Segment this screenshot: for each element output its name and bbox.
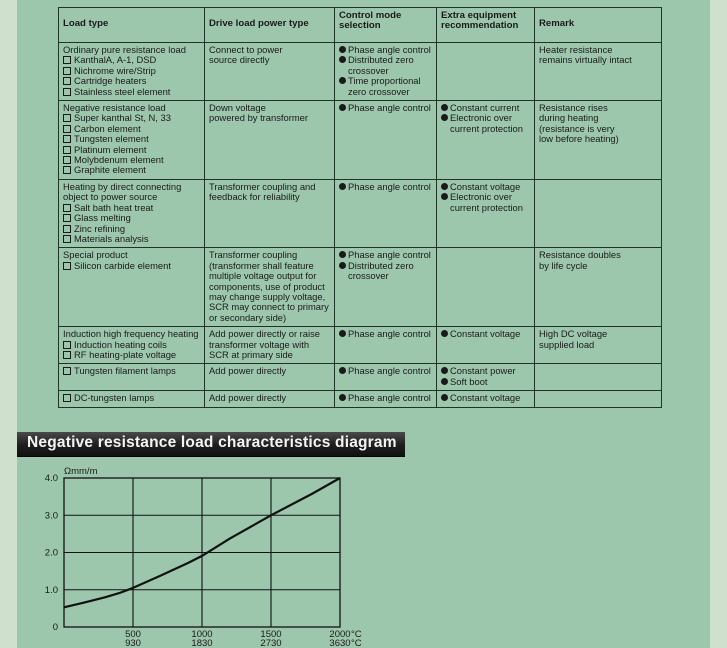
bullet-icon — [339, 104, 346, 111]
header-extra-equipment: Extra equipment recommendation — [437, 8, 535, 43]
bullet-icon — [339, 46, 346, 53]
control-mode-cell — [335, 391, 437, 407]
load-item-label: Stainless steel element — [74, 85, 171, 97]
text-line: Add power directly — [209, 392, 287, 404]
load-item-label: Zinc refining — [74, 222, 126, 234]
x-tick-label-secondary: 930 — [125, 638, 141, 648]
y-tick-label: 3.0 — [44, 510, 58, 522]
load-item-label: Induction heating coils — [74, 338, 167, 350]
y-tick-label: 4.0 — [44, 473, 58, 484]
checkbox-square-icon — [63, 351, 71, 359]
load-item-label: KanthalA, A-1, DSD — [74, 54, 157, 66]
checkbox-square-icon — [63, 262, 71, 270]
load-item — [63, 393, 200, 403]
load-item-label: Super kanthal St, N, 33 — [74, 112, 171, 124]
control-mode-item — [339, 329, 432, 339]
bullet-icon — [339, 367, 346, 374]
control-mode-label: Phase angle control — [348, 102, 431, 114]
text-line: remains virtually intact — [539, 54, 632, 66]
checkbox-square-icon — [63, 367, 71, 375]
x-axis-unit: °C — [351, 638, 362, 648]
drive-power-cell — [205, 391, 335, 407]
control-mode-item — [339, 55, 432, 76]
remark-cell — [535, 391, 662, 407]
table-row — [59, 43, 662, 101]
checkbox-square-icon — [63, 204, 71, 212]
bullet-icon — [441, 193, 448, 200]
bullet-icon — [441, 394, 448, 401]
bullet-icon — [339, 262, 346, 269]
checkbox-square-icon — [63, 88, 71, 96]
checkbox-square-icon — [63, 125, 71, 133]
checkbox-square-icon — [63, 341, 71, 349]
text-line: source directly — [209, 54, 270, 66]
checkbox-square-icon — [63, 77, 71, 85]
extra-equipment-cell — [437, 43, 535, 101]
load-item — [63, 165, 200, 175]
control-mode-cell — [335, 327, 437, 364]
extra-equipment-cell — [437, 391, 535, 407]
x-tick-label: 500 — [125, 629, 141, 640]
control-mode-cell — [335, 248, 437, 327]
x-tick-label-secondary: 3630 — [329, 638, 351, 648]
load-item-label: Platinum element — [74, 143, 147, 155]
load-item — [63, 261, 200, 271]
checkbox-square-icon — [63, 67, 71, 75]
drive-power-cell — [205, 327, 335, 364]
extra-equipment-label: Constant power — [450, 365, 516, 377]
bullet-icon — [441, 183, 448, 190]
bullet-icon — [339, 77, 346, 84]
bullet-icon — [339, 183, 346, 190]
checkbox-square-icon — [63, 135, 71, 143]
text-line: Transformer coupling and — [209, 180, 316, 192]
checkbox-square-icon — [63, 146, 71, 154]
text-line: High DC voltage — [539, 328, 608, 340]
control-mode-cell — [335, 43, 437, 101]
extra-equipment-cell — [437, 179, 535, 247]
y-axis-unit: Ωmm/m — [64, 466, 98, 477]
header-remark: Remark — [535, 8, 662, 43]
load-item — [63, 366, 200, 376]
text-line: may change supply voltage, — [209, 290, 326, 302]
control-mode-cell — [335, 364, 437, 391]
checkbox-square-icon — [63, 394, 71, 402]
extra-equipment-item — [441, 393, 530, 403]
remark-cell — [535, 101, 662, 180]
load-item-label: Carbon element — [74, 122, 141, 134]
text-line: SCR may connect to primary — [209, 301, 329, 313]
checkbox-square-icon — [63, 214, 71, 222]
load-type-cell — [59, 248, 205, 327]
control-mode-label: Phase angle control — [348, 328, 431, 340]
control-mode-item — [339, 366, 432, 376]
header-control-mode: Control mode selection — [335, 8, 437, 43]
section-title: Negative resistance load characteristics diagram — [27, 434, 397, 451]
load-item-label: RF heating-plate voltage — [74, 348, 177, 360]
extra-equipment-cell — [437, 248, 535, 327]
extra-equipment-item — [441, 192, 530, 213]
control-mode-label: Phase angle control — [348, 44, 431, 55]
table-header-row — [59, 8, 662, 43]
extra-equipment-label: Constant voltage — [450, 392, 521, 404]
load-item-label: Silicon carbide element — [74, 259, 171, 271]
extra-equipment-cell — [437, 101, 535, 180]
text-line: feedback for reliability — [209, 191, 300, 203]
load-category-title: Negative resistance load — [63, 102, 166, 114]
load-type-cell — [59, 391, 205, 407]
y-tick-label: 0 — [52, 622, 58, 633]
control-mode-label: Distributed zero crossover — [348, 54, 414, 76]
load-item — [63, 87, 200, 97]
bullet-icon — [339, 394, 346, 401]
control-mode-label: Phase angle control — [348, 249, 431, 261]
control-mode-label: Time proportional zero crossover — [348, 75, 421, 97]
remark-cell — [535, 179, 662, 247]
text-line: Add power directly — [209, 365, 287, 377]
checkbox-square-icon — [63, 225, 71, 233]
extra-equipment-item — [441, 377, 530, 387]
control-mode-item — [339, 76, 432, 97]
load-item-label: Molybdenum element — [74, 154, 164, 166]
control-mode-label: Distributed zero crossover — [348, 259, 414, 282]
y-tick-label: 2.0 — [44, 547, 58, 559]
section-title-bar — [17, 432, 405, 457]
extra-equipment-cell — [437, 327, 535, 364]
bullet-icon — [441, 367, 448, 374]
drive-power-cell — [205, 248, 335, 327]
load-type-cell — [59, 364, 205, 391]
load-item-label: Nichrome wire/Strip — [74, 64, 156, 76]
header-load-type: Load type — [59, 8, 205, 43]
load-item-label: Tungsten element — [74, 133, 149, 145]
text-line: Transformer coupling — [209, 249, 298, 261]
bullet-icon — [441, 378, 448, 385]
text-line: (resistance is very — [539, 122, 615, 134]
text-line: supplied load — [539, 338, 595, 350]
text-line: during heating — [539, 112, 599, 124]
text-line: components, use of product — [209, 280, 325, 292]
checkbox-square-icon — [63, 156, 71, 164]
load-category-title: Induction high frequency heating — [63, 328, 199, 340]
x-tick-label-secondary: 1830 — [191, 638, 213, 648]
control-mode-cell — [335, 179, 437, 247]
checkbox-square-icon — [63, 114, 71, 122]
load-item-label: Cartridge heaters — [74, 75, 147, 87]
text-line: low before heating) — [539, 133, 619, 145]
table-row — [59, 179, 662, 247]
load-type-cell — [59, 43, 205, 101]
text-line: SCR at primary side — [209, 348, 293, 360]
checkbox-square-icon — [63, 166, 71, 174]
load-item-label: Tungsten filament lamps — [74, 365, 176, 377]
load-item-label: Graphite element — [74, 164, 146, 176]
drive-power-cell — [205, 364, 335, 391]
x-tick-label: 1000 — [191, 629, 213, 640]
text-line: Resistance doubles — [539, 249, 621, 261]
load-type-table — [58, 7, 662, 408]
table-row — [59, 101, 662, 180]
table-row — [59, 327, 662, 364]
extra-equipment-label: Constant voltage — [450, 328, 521, 340]
checkbox-square-icon — [63, 235, 71, 243]
control-mode-item — [339, 261, 432, 282]
control-mode-item — [339, 393, 432, 403]
control-mode-label: Phase angle control — [348, 392, 431, 404]
drive-power-cell — [205, 179, 335, 247]
control-mode-label: Phase angle control — [348, 365, 431, 377]
bullet-icon — [441, 330, 448, 337]
extra-equipment-label: Constant current — [450, 102, 520, 114]
text-line: multiple voltage output for — [209, 270, 317, 282]
table-row — [59, 248, 662, 327]
y-tick-label: 1.0 — [44, 584, 58, 596]
text-line: transformer voltage with — [209, 338, 310, 350]
extra-equipment-label: Soft boot — [450, 375, 488, 387]
bullet-icon — [441, 114, 448, 121]
control-mode-label: Phase angle control — [348, 180, 431, 192]
remark-cell — [535, 364, 662, 391]
load-item-label: Materials analysis — [74, 232, 149, 244]
extra-equipment-item — [441, 329, 530, 339]
text-line: Resistance rises — [539, 102, 608, 114]
text-line: Connect to power — [209, 44, 283, 55]
remark-cell — [535, 43, 662, 101]
header-drive-load-power-type: Drive load power type — [205, 8, 335, 43]
control-mode-item — [339, 103, 432, 113]
load-type-cell — [59, 179, 205, 247]
table-row — [59, 391, 662, 407]
text-line: Heater resistance — [539, 44, 613, 55]
text-line: Down voltage — [209, 102, 266, 114]
load-type-cell — [59, 327, 205, 364]
load-item — [63, 234, 200, 244]
load-category-title: Heating by direct connecting object to power source — [63, 180, 182, 203]
x-tick-label: 2000 — [329, 629, 351, 640]
load-item-label: Salt bath heat treat — [74, 201, 154, 213]
remark-cell — [535, 327, 662, 364]
extra-equipment-cell — [437, 364, 535, 391]
text-line: by life cycle — [539, 259, 588, 271]
extra-equipment-item — [441, 113, 530, 134]
load-item-label: DC-tungsten lamps — [74, 392, 155, 404]
text-line: or secondary side) — [209, 311, 287, 323]
extra-equipment-label: Electronic over current protection — [450, 191, 523, 213]
bullet-icon — [441, 104, 448, 111]
text-line: powered by transformer — [209, 112, 309, 124]
x-tick-label: 1500 — [260, 629, 282, 640]
remark-cell — [535, 248, 662, 327]
control-mode-item — [339, 182, 432, 192]
extra-equipment-label: Electronic over current protection — [450, 112, 523, 134]
x-axis-unit: °C — [351, 629, 362, 640]
text-line: Add power directly or raise — [209, 328, 320, 340]
table-row — [59, 364, 662, 391]
control-mode-cell — [335, 101, 437, 180]
drive-power-cell — [205, 101, 335, 180]
bullet-icon — [339, 330, 346, 337]
bullet-icon — [339, 56, 346, 63]
x-tick-label-secondary: 2730 — [260, 638, 282, 648]
characteristics-chart — [0, 460, 400, 648]
load-item-label: Glass melting — [74, 212, 131, 224]
load-category-title: Special product — [63, 249, 128, 261]
extra-equipment-label: Constant voltage — [450, 180, 521, 192]
drive-power-cell — [205, 43, 335, 101]
load-category-title: Ordinary pure resistance load — [63, 44, 186, 55]
load-type-cell — [59, 101, 205, 180]
bullet-icon — [339, 251, 346, 258]
checkbox-square-icon — [63, 56, 71, 64]
load-item — [63, 350, 200, 360]
text-line: (transformer shall feature — [209, 259, 314, 271]
